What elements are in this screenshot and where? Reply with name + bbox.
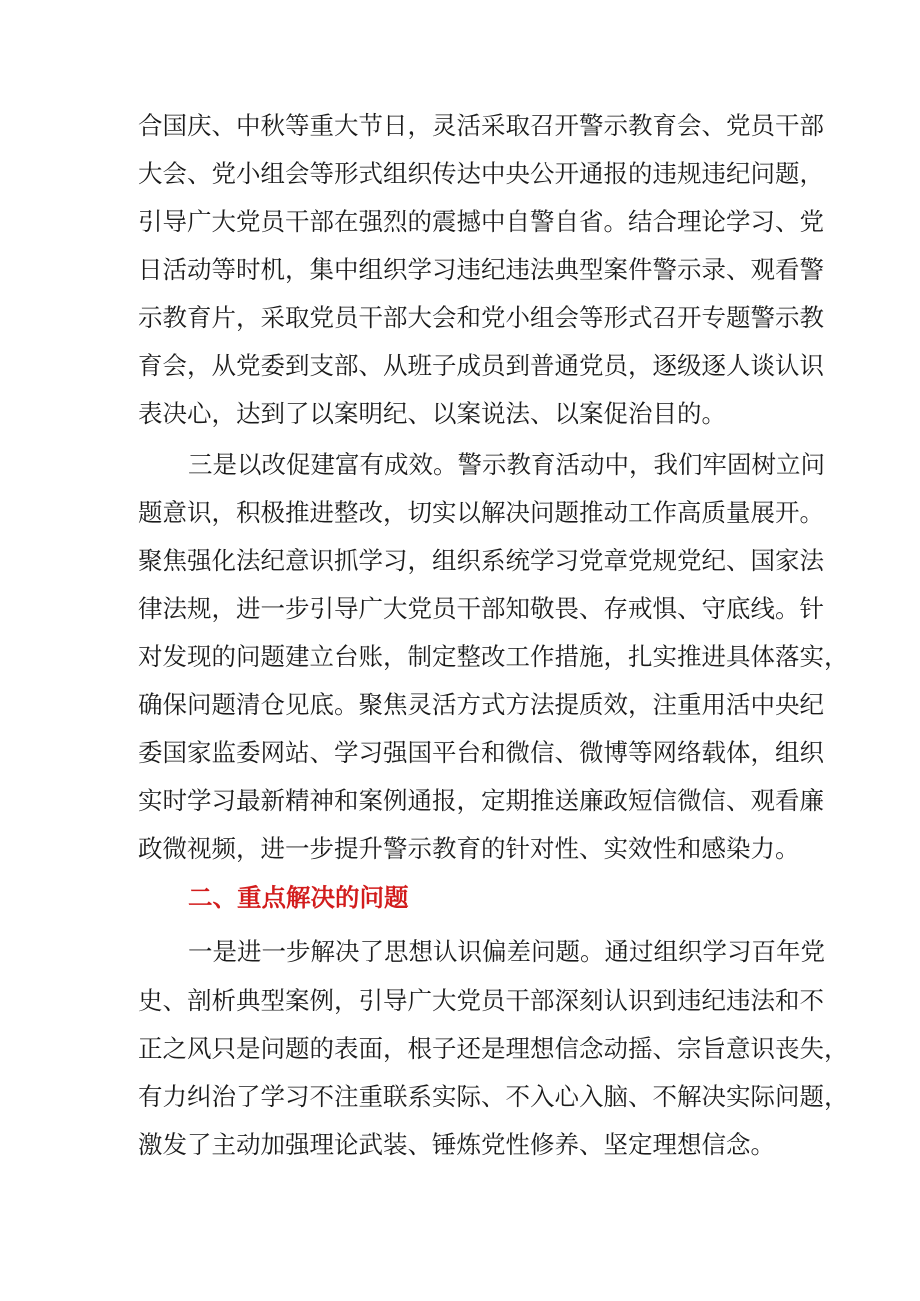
paragraph-2-line-6: 确保问题清仓见底。聚焦灵活方式方法提质效，注重用活中央纪 bbox=[138, 690, 824, 719]
paragraph-2-line-4: 律法规，进一步引导广大党员干部知敬畏、存戒惧、守底线。针 bbox=[138, 594, 824, 623]
paragraph-1-line-3: 引导广大党员干部在强烈的震撼中自警自省。结合理论学习、党 bbox=[138, 207, 824, 236]
paragraph-2-line-8: 实时学习最新精神和案例通报，定期推送廉政短信微信、观看廉 bbox=[138, 786, 824, 815]
paragraph-1-line-1: 合国庆、中秋等重大节日，灵活采取召开警示教育会、党员干部 bbox=[138, 111, 824, 140]
paragraph-3-line-5: 激发了主动加强理论武装、锤炼党性修养、坚定理想信念。 bbox=[138, 1130, 775, 1159]
paragraph-1-line-6: 育会，从党委到支部、从班子成员到普通党员，逐级逐人谈认识 bbox=[138, 351, 824, 380]
paragraph-3-line-1: 一是进一步解决了思想认识偏差问题。通过组织学习百年党 bbox=[188, 937, 825, 966]
paragraph-1-line-4: 日活动等时机，集中组织学习违纪违法典型案件警示录、观看警 bbox=[138, 255, 824, 284]
paragraph-2-line-1: 三是以改促建富有成效。警示教育活动中，我们牢固树立问 bbox=[188, 450, 825, 479]
paragraph-1-line-2: 大会、党小组会等形式组织传达中央公开通报的违规违纪问题， bbox=[138, 159, 824, 188]
section-heading: 二、重点解决的问题 bbox=[188, 883, 409, 912]
paragraph-2-line-7: 委国家监委网站、学习强国平台和微信、微博等网络载体，组织 bbox=[138, 738, 824, 767]
paragraph-1-line-7: 表决心，达到了以案明纪、以案说法、以案促治目的。 bbox=[138, 399, 726, 428]
paragraph-1-line-5: 示教育片，采取党员干部大会和党小组会等形式召开专题警示教 bbox=[138, 303, 824, 332]
paragraph-2-line-5: 对发现的问题建立台账，制定整改工作措施，扎实推进具体落实， bbox=[138, 642, 849, 671]
paragraph-3-line-3: 正之风只是问题的表面，根子还是理想信念动摇、宗旨意识丧失， bbox=[138, 1034, 849, 1063]
paragraph-2-line-3: 聚焦强化法纪意识抓学习，组织系统学习党章党规党纪、国家法 bbox=[138, 546, 824, 575]
paragraph-3-line-4: 有力纠治了学习不注重联系实际、不入心入脑、不解决实际问题， bbox=[138, 1082, 849, 1111]
paragraph-2-line-2: 题意识，积极推进整改，切实以解决问题推动工作高质量展开。 bbox=[138, 498, 824, 527]
paragraph-3-line-2: 史、剖析典型案例，引导广大党员干部深刻认识到违纪违法和不 bbox=[138, 986, 824, 1015]
paragraph-2-line-9: 政微视频，进一步提升警示教育的针对性、实效性和感染力。 bbox=[138, 834, 800, 863]
